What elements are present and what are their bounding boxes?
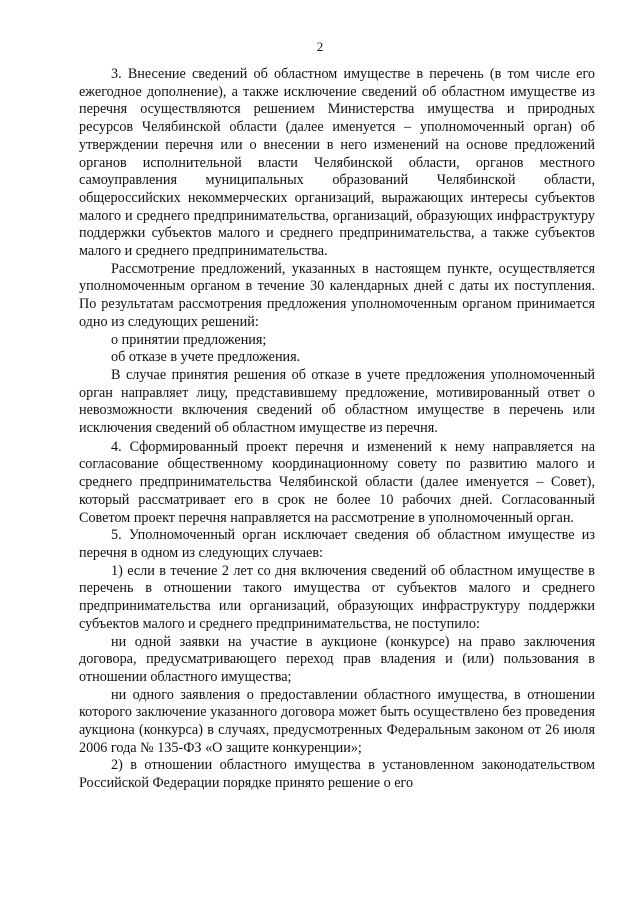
document-body <box>79 66 595 793</box>
paragraph-decision-refuse: об отказе в учете предложения. <box>111 349 301 366</box>
paragraph-decision-accept: о принятии предложения; <box>111 331 267 348</box>
paragraph-5: 5. Уполномоченный орган исключает сведения об областном имуществе из перечня в одном из следующих случаев: <box>79 527 595 561</box>
paragraph-review: Рассмотрение предложений, указанных в настоящем пункте, осуществляется уполномоченным органом в течение 30 календарных дней с даты их поступления. По результатам рассмотрения предложения уполномоченным органом принимается одно из следующих решений: <box>79 260 595 330</box>
paragraph-5-item-2: 2) в отношении областного имущества в установленном законодательством Российской Федерации порядке принято решение о его <box>79 757 595 792</box>
paragraph-5-item-1: 1) если в течение 2 лет со дня включения сведений об областном имуществе в перечень в отношении такого имущества от субъектов малого и среднего предпринимательства или организаций, образующих инфраструктуру поддержки субъектов малого и среднего предпринимательства, не поступило: <box>79 562 595 632</box>
paragraph-3-intro: 3. Внесение сведений об областном имуществе в перечень (в том числе его ежегодное дополнение), а также исключение сведений об областном имуществе из перечня осуществляются решением Министерства имущества и природных ресурсов Челябинской области (далее именуется – уполномоченный орган) об утверждении перечня или о внесении в него изменений на основе предложений органов исполнительной власти Челябинской области, органов местного самоуправления муниципальных образований Челябинской области, общероссийских некоммерческих организаций, выражающих интересы субъектов малого и среднего предпринимательства, организаций, образующих инфраструктуру поддержки субъектов малого и среднего предпринимательства, а также субъектов малого и среднего предпринимательства. <box>79 66 595 260</box>
page-number: 2 <box>316 39 324 54</box>
paragraph-no-applications: ни одного заявления о предоставлении областного имущества, в отношении которого заключение указанного договора может быть осуществлено без проведения аукциона (конкурса) в случаях, предусмотренных Федеральным законом от 26 июля 2006 года № 135-ФЗ «О защите конкуренции»; <box>79 686 595 756</box>
paragraph-no-bids: ни одной заявки на участие в аукционе (конкурсе) на право заключения договора, предусматривающего переход прав владения и (или) пользования в отношении областного имущества; <box>79 633 595 685</box>
paragraph-refusal-case: В случае принятия решения об отказе в учете предложения уполномоченный орган направляет лицу, представившему предложение, мотивированный ответ о невозможности включения сведений об областном имуществе в перечень или исключения сведений об областном имуществе из перечня. <box>79 366 595 437</box>
paragraph-4: 4. Сформированный проект перечня и изменений к нему направляется на согласование общественному координационному совету по развитию малого и среднего предпринимательства Челябинской области (далее именуется – Совет), который рассматривает его в срок не более 10 рабочих дней. Согласованный Советом проект перечня направляется на рассмотрение в уполномоченный орган. <box>79 438 595 526</box>
